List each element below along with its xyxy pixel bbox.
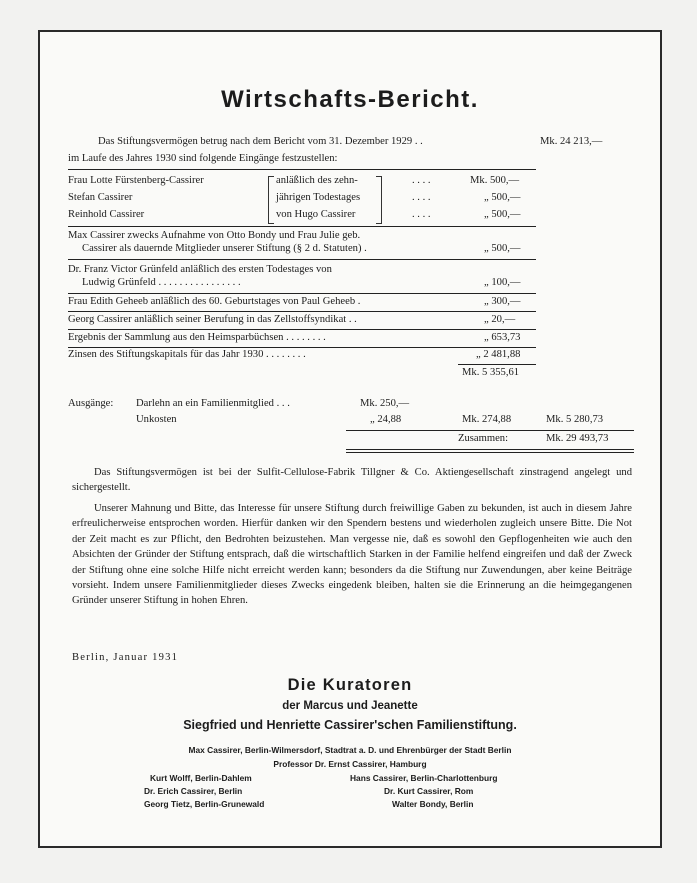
group-occasion-1: anläßlich des zehn- (276, 175, 358, 186)
entry-3-line-1: Frau Edith Geheeb anläßlich des 60. Geburtstages von Paul Geheeb . (68, 296, 361, 307)
double-rule-top (346, 449, 634, 450)
expenses-label: Ausgänge: (68, 398, 114, 409)
dateline: Berlin, Januar 1931 (72, 652, 179, 663)
entry-rule (68, 347, 536, 348)
grand-total-label: Zusammen: (458, 433, 509, 444)
paragraph-appeal: Unserer Mahnung und Bitte, das Interesse für unsere Stiftung durch freiwillige Gaben zu bekunden, ist auch in diesem Jahre erfreulicherweise entsprochen worden. Hierfür danken wir den Spendern bestens und wiederholen zugleich unsere Bitte. Die Not der Zeit macht es zur Pflicht, den Bedrohten beizustehen. Man vergesse nie, daß es sowohl den Gepflogenheiten wie auch den Absichten der Gründer der Stiftung entsprach, daß die wirtschaftlich Starken in der Familie helfend eingreifen und daß der Zweck der Stiftung ohne eine solche Hilfe nicht erreicht werden kann; besonders da die Stiftung nur Zuwendungen, aber keine Beiträge vorsieht. Indem unsere Familienmitglieder dieses Zwecks eingedenk bleiben, halten sie die Erinnerung an die heimgegangenen Gründer unserer Stiftung in hohen Ehren. (72, 503, 632, 607)
document-page (38, 30, 662, 848)
entry-2-line-2: Ludwig Grünfeld . . . . . . . . . . . . . . . . (82, 277, 241, 288)
group-amount-1: Mk. 500,— (470, 175, 520, 186)
signature-sub-1: der Marcus und Jeanette (282, 700, 418, 712)
grand-total-amount: Mk. 29 493,73 (546, 433, 609, 444)
total-rule (346, 430, 634, 431)
entry-rule (68, 293, 536, 294)
entry-2-amount: „ 100,— (484, 277, 521, 288)
double-rule-bottom (346, 452, 634, 453)
report-title: Wirtschafts-Bericht. (221, 86, 479, 113)
member-left-1: Kurt Wolff, Berlin-Dahlem (150, 773, 252, 783)
intro-line-1: Das Stiftungsvermögen betrug nach dem Bericht vom 31. Dezember 1929 . . (98, 136, 423, 147)
entry-4-amount: „ 20,— (484, 314, 516, 325)
entry-1-line-1: Max Cassirer zwecks Aufnahme von Otto Bondy und Frau Julie geb. (68, 230, 361, 241)
group-amount-3: „ 500,— (484, 209, 521, 220)
group-name-2: Stefan Cassirer (68, 192, 133, 203)
group-name-3: Reinhold Cassirer (68, 209, 145, 220)
entry-rule (68, 311, 536, 312)
paragraph-investment: Das Stiftungsvermögen ist bei der Sulfit-Cellulose-Fabrik Tillgner & Co. Aktiengesellschaft zinstragend angelegt und sichergestellt. (72, 467, 632, 494)
group-dots-2: . . . . (412, 192, 431, 203)
entry-6-amount: „ 2 481,88 (476, 349, 521, 360)
entry-6-line-1: Zinsen des Stiftungskapitals für das Jahr 1930 . . . . . . . . (68, 349, 306, 360)
income-sum-rule (458, 364, 536, 365)
income-top-rule (68, 169, 536, 170)
intro-line-2: im Laufe des Jahres 1930 sind folgende Eingänge festzustellen: (68, 153, 338, 164)
entry-1-line-2: Cassirer als dauernde Mitglieder unserer Stiftung (§ 2 d. Statuten) . (82, 243, 367, 254)
entry-rule (68, 329, 536, 330)
expense-item-2: Unkosten (136, 414, 177, 425)
group-occasion-2: jährigen Todestages (276, 192, 361, 203)
entry-5-amount: „ 653,73 (484, 332, 521, 343)
income-total: Mk. 5 355,61 (462, 367, 520, 378)
member-right-1: Hans Cassirer, Berlin-Charlottenburg (350, 773, 498, 783)
group-occasion-3: von Hugo Cassirer (276, 209, 356, 220)
entry-2-line-1: Dr. Franz Victor Grünfeld anläßlich des ersten Todestages von (68, 264, 332, 275)
signature-sub-2: Siegfried und Henriette Cassirer'schen Familienstiftung. (183, 718, 517, 732)
member-left-2: Dr. Erich Cassirer, Berlin (144, 786, 243, 796)
left-brace (268, 176, 274, 224)
member-right-2: Dr. Kurt Cassirer, Rom (384, 786, 474, 796)
member-left-3: Georg Tietz, Berlin-Grunewald (144, 799, 265, 809)
entry-1-amount: „ 500,— (484, 243, 521, 254)
member-professor: Professor Dr. Ernst Cassirer, Hamburg (273, 759, 427, 769)
expense-item-2-amount: „ 24,88 (370, 414, 402, 425)
expense-item-1-amount: Mk. 250,— (360, 398, 410, 409)
entry-5-line-1: Ergebnis der Sammlung aus den Heimsparbüchsen . . . . . . . . (68, 332, 326, 343)
entry-3-amount: „ 300,— (484, 296, 521, 307)
signature-heading: Die Kuratoren (287, 676, 413, 694)
group-dots-3: . . . . (412, 209, 431, 220)
right-brace (376, 176, 382, 224)
expense-item-1: Darlehn an ein Familienmitglied . . . (136, 398, 290, 409)
net-income: Mk. 5 280,73 (546, 414, 604, 425)
entry-rule (68, 226, 536, 227)
member-chair: Max Cassirer, Berlin-Wilmersdorf, Stadtrat a. D. und Ehrenbürger der Stadt Berlin (188, 745, 512, 755)
expenses-subtotal: Mk. 274,88 (462, 414, 512, 425)
group-name-1: Frau Lotte Fürstenberg-Cassirer (68, 175, 204, 186)
group-amount-2: „ 500,— (484, 192, 521, 203)
opening-balance: Mk. 24 213,— (540, 136, 603, 147)
entry-rule (68, 259, 536, 260)
group-dots-1: . . . . (412, 175, 431, 186)
entry-4-line-1: Georg Cassirer anläßlich seiner Berufung in das Zellstoffsyndikat . . (68, 314, 357, 325)
member-right-3: Walter Bondy, Berlin (392, 799, 474, 809)
